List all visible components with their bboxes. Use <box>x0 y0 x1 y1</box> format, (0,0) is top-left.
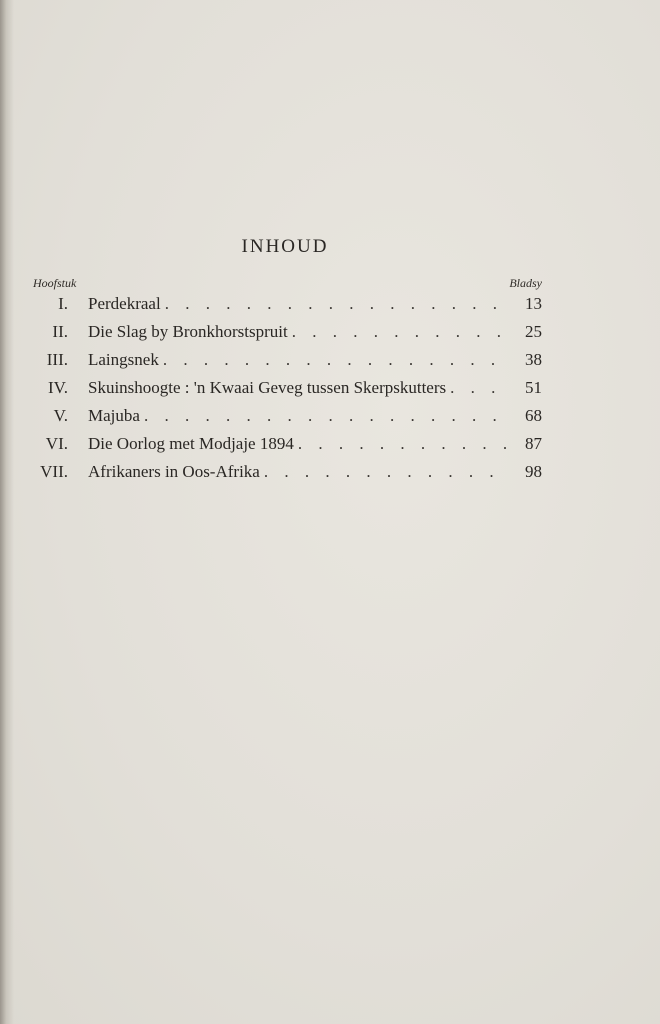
toc-entry-page: 98 <box>525 462 542 481</box>
toc-entry-page: 13 <box>525 294 542 313</box>
toc-entry <box>30 378 542 406</box>
toc-entry-number: I. <box>58 294 68 313</box>
toc-entry-number: VI. <box>45 434 68 453</box>
toc-dot-leader <box>298 434 506 454</box>
toc-entry-page: 51 <box>525 378 542 397</box>
chapter-column-label: Hoofstuk <box>33 276 77 290</box>
toc-entry-number: III. <box>46 350 68 369</box>
toc-entry-page: 68 <box>525 406 542 425</box>
toc-heading: INHOUD <box>241 236 329 257</box>
toc-entry-title: Afrikaners in Oos-Afrika <box>88 462 260 481</box>
toc-dot-leader <box>165 294 506 314</box>
toc-entry-title: Majuba <box>88 406 140 425</box>
page-column-label: Bladsy <box>509 276 542 290</box>
toc-dot-leader <box>292 322 506 342</box>
toc-entry-page: 38 <box>525 350 542 369</box>
toc-dot-leader <box>163 350 506 370</box>
toc-entry-number: II. <box>52 322 68 341</box>
toc-entry-number: VII. <box>40 462 68 481</box>
toc-dot-leader <box>264 462 506 482</box>
toc-entry-number: IV. <box>48 378 68 397</box>
toc-entry <box>30 406 542 434</box>
toc-entry-number: V. <box>53 406 68 425</box>
toc-entry <box>30 294 542 322</box>
toc-entry <box>30 462 542 490</box>
toc-entry <box>30 322 542 350</box>
toc-entry-title: Die Slag by Bronkhorstspruit <box>88 322 288 341</box>
toc-dot-leader <box>144 406 506 426</box>
toc-list <box>30 294 542 490</box>
toc-entry-title: Perdekraal <box>88 294 161 313</box>
toc-entry <box>30 350 542 378</box>
toc-entry-page: 87 <box>525 434 542 453</box>
toc-entry-page: 25 <box>525 322 542 341</box>
toc-dot-leader <box>450 378 506 398</box>
page-gutter-shadow <box>0 0 14 1024</box>
toc-entry <box>30 434 542 462</box>
toc-entry-title: Die Oorlog met Modjaje 1894 <box>88 434 294 453</box>
toc-entry-title: Laingsnek <box>88 350 159 369</box>
toc-entry-title: Skuinshoogte : 'n Kwaai Geveg tussen Skerpskutters <box>88 378 447 397</box>
